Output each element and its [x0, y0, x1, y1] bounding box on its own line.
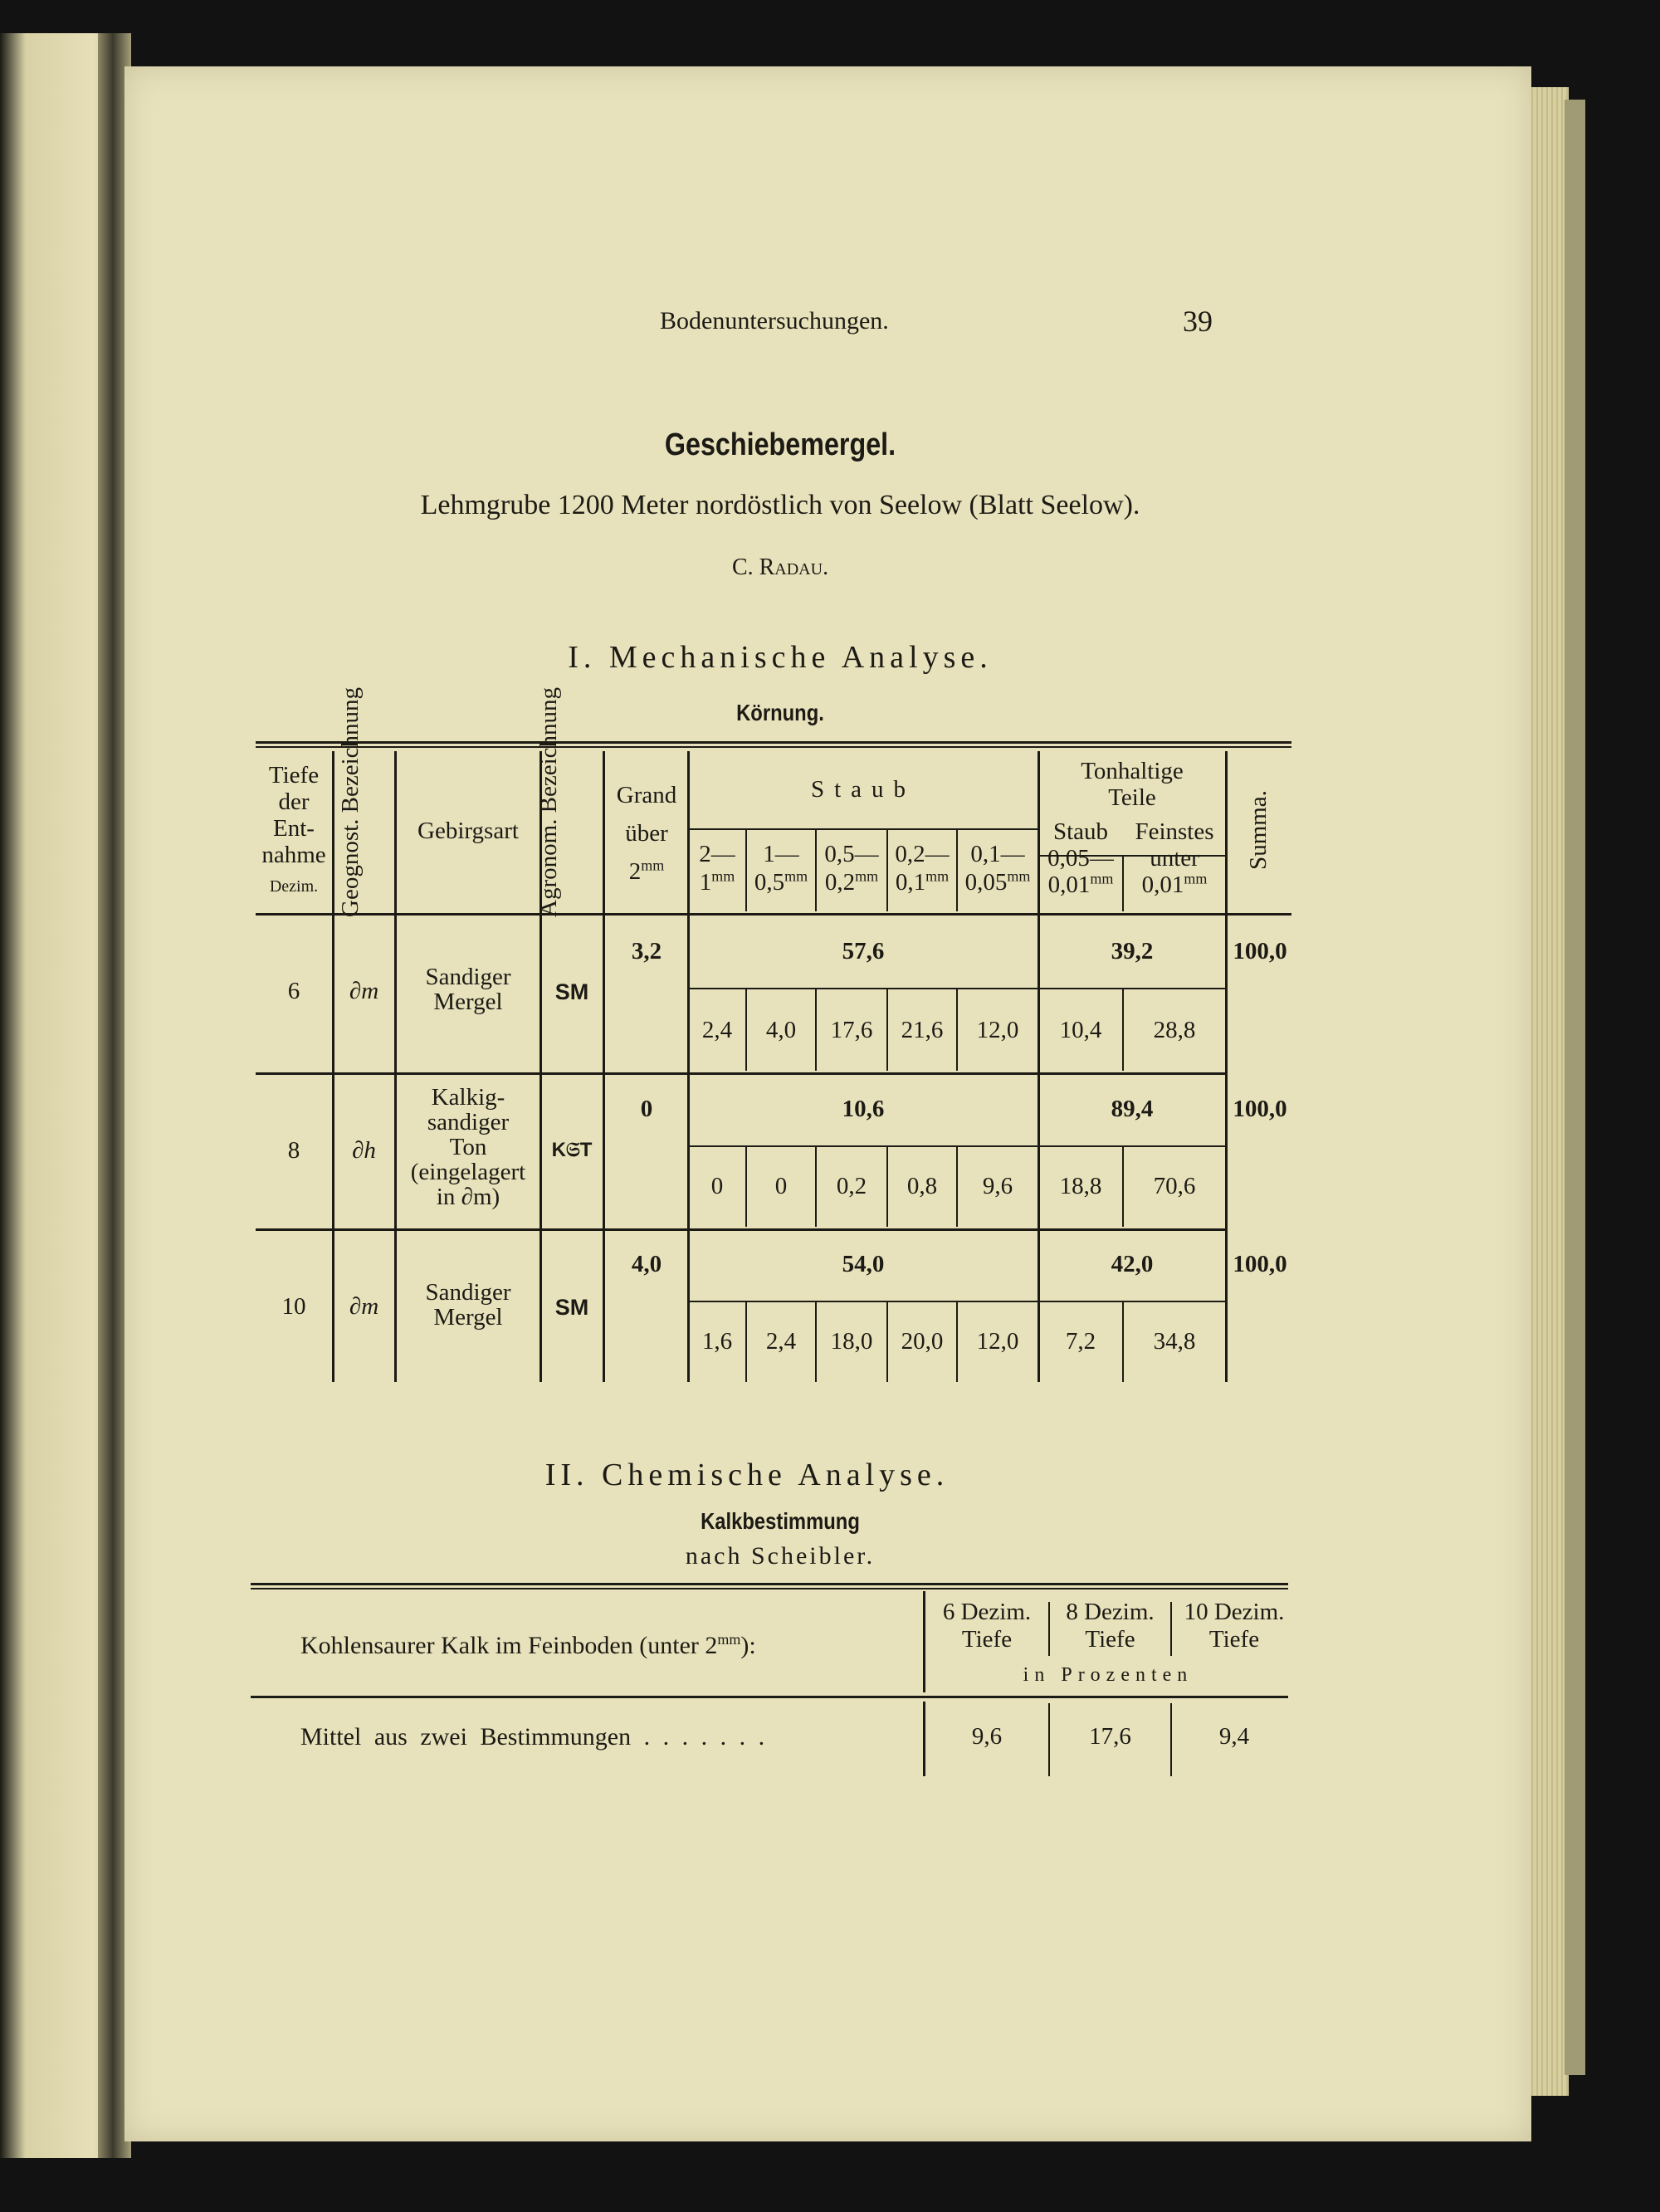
staub-sub-rule	[689, 828, 1038, 830]
row1-staub-4: 21,6	[901, 1017, 944, 1043]
ton-sub-2: Feinstes unter $0,01^{mm}$	[1135, 818, 1214, 898]
document-title: Geschiebemergel.	[664, 427, 896, 462]
section-heading-mechanical: I. Mechanische Analyse.	[568, 640, 993, 675]
kalk-col-8: 8 Dezim. Tiefe	[1066, 1599, 1155, 1653]
row2-geognost: ∂h	[352, 1137, 376, 1164]
value-6: 9,6	[971, 1723, 1003, 1750]
table1-header-rule	[256, 913, 1291, 916]
row2-split-ton	[1039, 1145, 1225, 1147]
staub-sub-4: 0,2— $0,1^{mm}$	[895, 841, 950, 896]
row2-tiefe: 8	[287, 1137, 300, 1164]
col-grand: Grand über $2^{mm}$	[616, 782, 677, 885]
row3-tiefe: 10	[281, 1293, 306, 1320]
row1-ton-total: 39,2	[1111, 938, 1154, 964]
row3-staub-3: 18,0	[830, 1328, 873, 1355]
table1-top-rule	[256, 741, 1291, 744]
row1-tiefe: 6	[287, 978, 300, 1004]
col-geognost: Geognost. Bezeichnung	[337, 686, 364, 917]
row3-ton-2: 34,8	[1153, 1328, 1196, 1355]
ton-sub-1: Staub 0,05— $0,01^{mm}$	[1047, 818, 1114, 898]
row2-ton-2: 70,6	[1153, 1173, 1196, 1199]
row3-ton-total: 42,0	[1111, 1251, 1154, 1277]
book-cover-edge	[1565, 100, 1585, 2075]
table1-top-rule-2	[256, 746, 1291, 748]
col-tonhaltige: Tonhaltige Teile	[1081, 758, 1184, 811]
author: C. Radau.	[731, 554, 829, 580]
row2-staub-3: 0,2	[836, 1173, 867, 1199]
row2-summa: 100,0	[1233, 1096, 1287, 1122]
kalk-label: Kohlensaurer Kalk im Feinboden (unter $2^{mm}$):	[300, 1631, 756, 1659]
staub-sub-3: 0,5— $0,2^{mm}$	[824, 841, 879, 896]
unit-prozenten: in Prozenten	[1023, 1664, 1194, 1686]
row3-split-ton	[1039, 1301, 1225, 1302]
section-subheading-scheibler: nach Scheibler.	[685, 1542, 876, 1570]
row2-ton-total: 89,4	[1111, 1096, 1154, 1122]
row1-gebirgsart: Sandiger Mergel	[425, 964, 511, 1015]
row2-ton-1: 18,8	[1059, 1173, 1102, 1199]
row2-split-staub	[689, 1145, 1038, 1147]
row1-staub-total: 57,6	[842, 938, 885, 964]
table1-row1-rule	[256, 1072, 1225, 1075]
running-title: Bodenuntersuchungen.	[660, 307, 889, 334]
row3-staub-2: 2,4	[765, 1328, 797, 1355]
row1-ton-1: 10,4	[1059, 1017, 1102, 1043]
col-gebirgsart: Gebirgsart	[417, 818, 519, 844]
row3-staub-5: 12,0	[976, 1328, 1019, 1355]
value-8: 17,6	[1089, 1723, 1131, 1750]
row1-split-staub	[689, 988, 1038, 989]
row1-staub-1: 2,4	[701, 1017, 733, 1043]
row2-grand: 0	[640, 1096, 653, 1122]
staub-sub-2: 1— $0,5^{mm}$	[754, 841, 808, 896]
table1-row2-rule	[256, 1228, 1225, 1231]
row3-staub-4: 20,0	[901, 1328, 944, 1355]
row1-split-ton	[1039, 988, 1225, 989]
col-tiefe: Tiefe der Ent- nahme Dezim.	[261, 762, 326, 896]
row3-geognost: ∂m	[349, 1293, 379, 1320]
v-agronom	[603, 751, 605, 1382]
row1-grand: 3,2	[631, 938, 662, 964]
v-tiefe	[332, 751, 334, 1382]
table2-top-rule	[251, 1583, 1288, 1585]
row3-gebirgsart: Sandiger Mergel	[425, 1279, 511, 1331]
row3-staub-total: 54,0	[842, 1251, 885, 1277]
row1-staub-2: 4,0	[765, 1017, 797, 1043]
col-summa: Summa.	[1245, 790, 1272, 870]
v-ton	[1225, 751, 1228, 1382]
row2-staub-4: 0,8	[906, 1173, 938, 1199]
section-heading-chemical: II. Chemische Analyse.	[544, 1458, 950, 1492]
staub-sub-5: 0,1— $0,05^{mm}$	[964, 841, 1031, 896]
row2-staub-total: 10,6	[842, 1096, 885, 1122]
table2-header-rule	[251, 1696, 1288, 1698]
row1-staub-5: 12,0	[976, 1017, 1019, 1043]
col-agronom: Agronom. Bezeichnung	[535, 686, 562, 917]
row3-split-staub	[689, 1301, 1038, 1302]
row1-summa: 100,0	[1233, 938, 1287, 964]
kalk-col-10: 10 Dezim. Tiefe	[1184, 1599, 1285, 1653]
col-staub: Staub	[810, 776, 916, 803]
row2-agronom: K𝔖T	[551, 1139, 593, 1161]
row3-summa: 100,0	[1233, 1251, 1287, 1277]
row3-agronom: SM	[554, 1295, 589, 1320]
row2-staub-2: 0	[774, 1173, 788, 1199]
row1-geognost: ∂m	[349, 978, 379, 1004]
section-subheading-kalk: Kalkbestimmung	[701, 1508, 860, 1534]
table2-top-rule-2	[251, 1588, 1288, 1589]
row2-staub-5: 9,6	[982, 1173, 1013, 1199]
row3-staub-1: 1,6	[701, 1328, 733, 1355]
value-10: 9,4	[1218, 1723, 1250, 1750]
row3-ton-1: 7,2	[1065, 1328, 1096, 1355]
location-line: Lehmgrube 1200 Meter nordöstlich von Seelow (Blatt Seelow).	[420, 490, 1140, 520]
row1-staub-3: 17,6	[830, 1017, 873, 1043]
row-label-mittel: Mittel aus zwei Bestimmungen . . . . . . .	[300, 1723, 765, 1751]
kalk-col-6: 6 Dezim. Tiefe	[942, 1599, 1032, 1653]
row2-gebirgsart: Kalkig- sandiger Ton (eingelagert in ∂m)	[410, 1084, 526, 1210]
row1-agronom: SM	[554, 979, 589, 1004]
staub-sub-1: 2— $1^{mm}$	[699, 841, 735, 896]
section-subheading-koernung: Körnung.	[736, 700, 824, 725]
page-number: 39	[1183, 305, 1213, 338]
row3-grand: 4,0	[631, 1251, 662, 1277]
row2-staub-1: 0	[710, 1173, 724, 1199]
row1-ton-2: 28,8	[1153, 1017, 1196, 1043]
